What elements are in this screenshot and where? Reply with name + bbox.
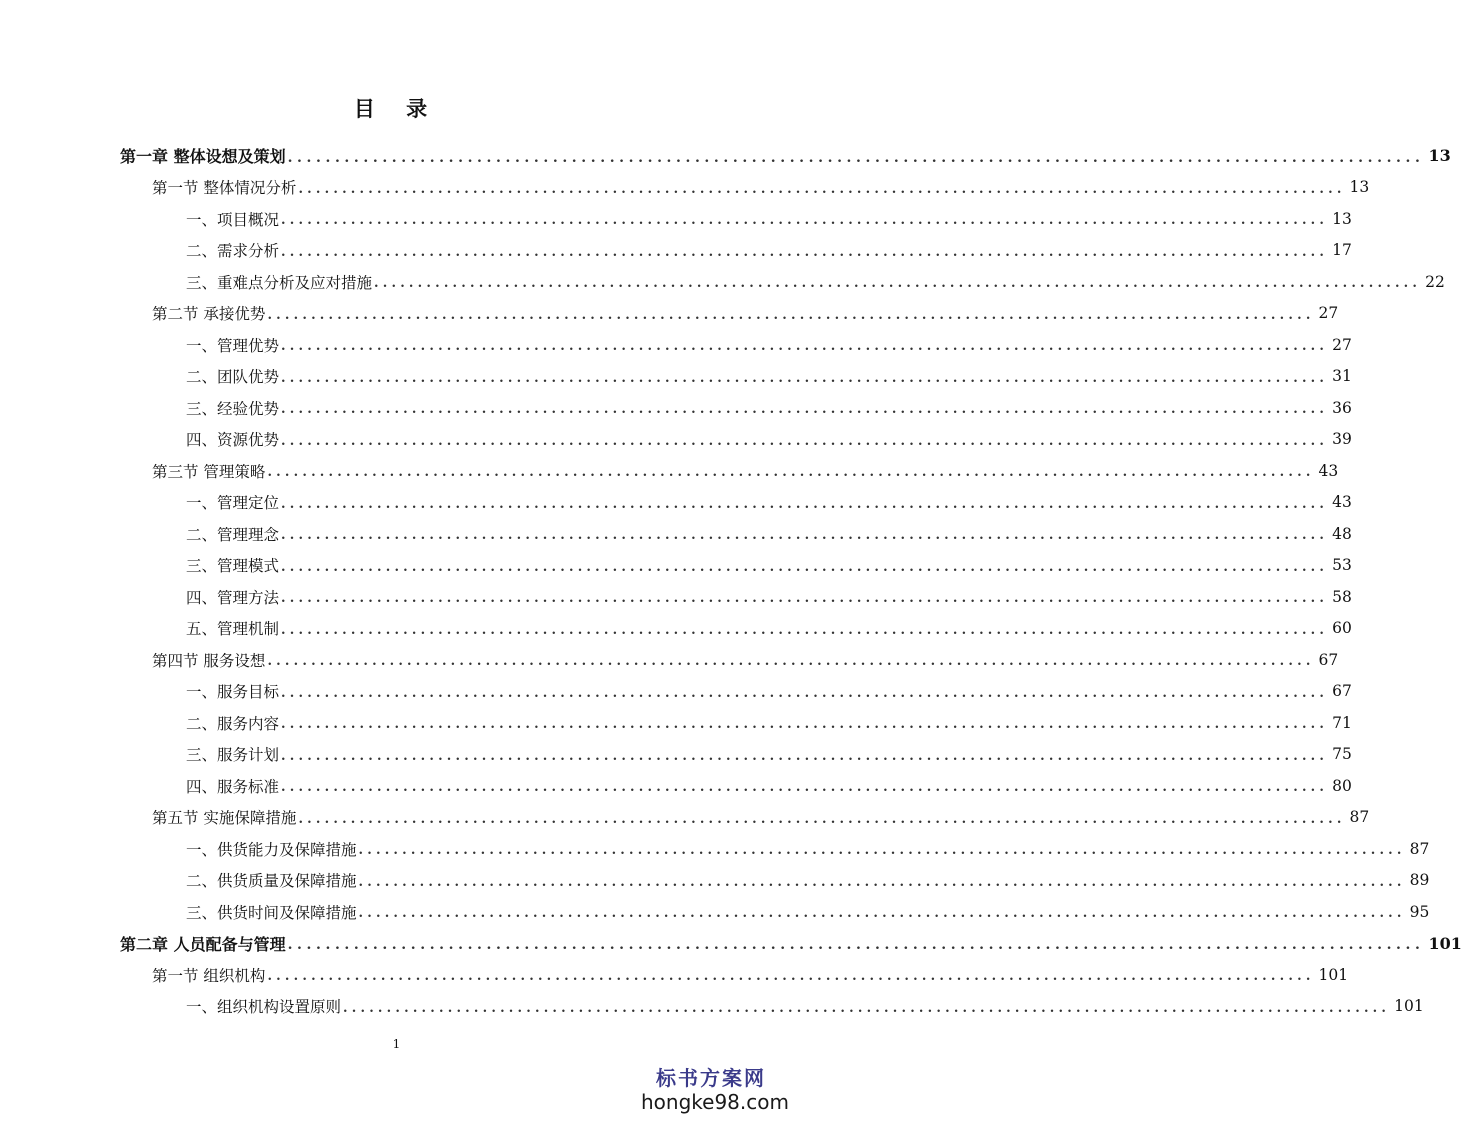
toc-entry-label: 一、管理优势: [186, 336, 280, 355]
toc-leader-dots: ........................................................................................................................: [281, 528, 1329, 543]
toc-leader-dots: ........................................................................................................................: [281, 244, 1329, 260]
toc-entry-page: 36: [1332, 398, 1352, 417]
toc-entry-item[interactable]: [186, 361, 1352, 392]
toc-leader-dots: ........................................................................................................................: [281, 433, 1329, 449]
toc-entry-page: 101: [1428, 933, 1462, 953]
toc-entry-item[interactable]: [186, 235, 1352, 266]
toc-entry-label: 第二章 人员配备与管理: [120, 934, 286, 954]
toc-entry-item[interactable]: [186, 613, 1352, 644]
toc-entry-label: 五、管理机制: [186, 620, 280, 638]
toc-entry-page: 71: [1332, 713, 1352, 732]
page-number: 1: [392, 1037, 401, 1051]
toc-title: 目 录: [353, 96, 440, 121]
watermark-logo: [641, 1066, 789, 1114]
toc-leader-dots: ........................................................................................................................: [287, 149, 1425, 166]
toc-leader-dots: ........................................................................................................................: [281, 748, 1329, 764]
toc-entry-page: 48: [1332, 524, 1352, 543]
toc-entry-section[interactable]: [152, 644, 1339, 675]
toc-entry-item[interactable]: [186, 550, 1352, 581]
toc-leader-dots: ........................................................................................................................: [281, 496, 1329, 512]
toc-entry-label: 三、经验优势: [186, 399, 280, 418]
toc-entry-label: 三、管理模式: [186, 557, 280, 575]
watermark-url: hongke98.com: [641, 1090, 789, 1114]
toc-entry-item[interactable]: [186, 833, 1430, 864]
toc-entry-item[interactable]: [186, 392, 1352, 423]
toc-entry-label: 一、供货能力及保障措施: [186, 840, 357, 859]
toc-entry-label: 一、项目概况: [186, 210, 280, 229]
toc-entry-section[interactable]: [152, 298, 1339, 329]
toc-leader-dots: ........................................................................................................................: [267, 307, 1315, 323]
toc-entry-label: 二、团队优势: [186, 368, 280, 386]
toc-entry-item[interactable]: [186, 896, 1430, 927]
toc-entry-page: 75: [1332, 745, 1352, 763]
toc-entry-page: 39: [1332, 430, 1352, 448]
toc-entry-label: 第四节 服务设想: [152, 651, 266, 670]
toc-entry-page: 80: [1332, 776, 1352, 795]
toc-leader-dots: ........................................................................................................................: [281, 402, 1329, 417]
toc-entry-item[interactable]: [186, 266, 1445, 297]
toc-entry-page: 101: [1394, 997, 1424, 1015]
toc-entry-chapter[interactable]: [120, 928, 1462, 959]
toc-entry-item[interactable]: [186, 581, 1352, 612]
toc-entry-page: 67: [1332, 682, 1352, 700]
toc-entry-label: 三、供货时间及保障措施: [186, 903, 357, 922]
toc-entry-page: 58: [1332, 587, 1352, 606]
toc-entry-section[interactable]: [152, 802, 1370, 833]
toc-entry-page: 95: [1409, 902, 1430, 921]
toc-entry-section[interactable]: [152, 172, 1370, 203]
toc-leader-dots: ........................................................................................................................: [281, 339, 1329, 354]
toc-leader-dots: ........................................................................................................................: [358, 874, 1406, 890]
toc-entry-chapter[interactable]: [120, 140, 1451, 171]
toc-leader-dots: ........................................................................................................................: [298, 181, 1346, 197]
toc-entry-label: 一、管理定位: [186, 494, 280, 512]
toc-entry-label: 一、组织机构设置原则: [186, 998, 342, 1016]
toc-entry-label: 二、需求分析: [186, 242, 280, 260]
toc-entry-item[interactable]: [186, 424, 1352, 455]
toc-leader-dots: ........................................................................................................................: [267, 654, 1315, 669]
toc-entry-label: 第一章 整体设想及策划: [120, 147, 286, 166]
toc-leader-dots: ........................................................................................................................: [358, 843, 1406, 858]
toc-leader-dots: ........................................................................................................................: [281, 622, 1329, 638]
toc-entry-item[interactable]: [186, 203, 1352, 234]
toc-leader-dots: ........................................................................................................................: [281, 591, 1329, 606]
toc-entry-page: 13: [1349, 178, 1370, 196]
toc-entry-label: 二、管理理念: [186, 525, 280, 544]
toc-entry-page: 17: [1332, 241, 1352, 259]
toc-entry-page: 43: [1332, 493, 1352, 511]
toc-leader-dots: ........................................................................................................................: [298, 811, 1346, 827]
toc-leader-dots: ........................................................................................................................: [281, 213, 1329, 228]
toc-leader-dots: ........................................................................................................................: [281, 717, 1329, 732]
toc-entry-section[interactable]: [152, 959, 1349, 990]
toc-entry-page: 43: [1318, 461, 1339, 480]
toc-leader-dots: ........................................................................................................................: [281, 685, 1329, 701]
toc-entry-item[interactable]: [186, 676, 1352, 707]
toc-leader-dots: ........................................................................................................................: [358, 906, 1406, 921]
watermark-name: 标书方案网: [656, 1066, 766, 1090]
toc-entry-label: 三、重难点分析及应对措施: [186, 273, 373, 292]
toc-entry-label: 第一节 组织机构: [152, 966, 266, 985]
toc-entry-label: 第五节 实施保障措施: [152, 809, 297, 827]
toc-entry-item[interactable]: [186, 770, 1352, 801]
toc-entry-label: 二、服务内容: [186, 714, 280, 733]
toc-entry-item[interactable]: [186, 991, 1424, 1022]
toc-entry-label: 第一节 整体情况分析: [152, 179, 297, 197]
toc-entry-page: 87: [1409, 839, 1430, 858]
toc-entry-label: 一、服务目标: [186, 683, 280, 701]
toc-entry-page: 27: [1318, 304, 1339, 322]
toc-entry-label: 三、服务计划: [186, 746, 280, 764]
toc-entry-page: 101: [1318, 965, 1349, 984]
toc-entry-label: 第二节 承接优势: [152, 305, 266, 323]
toc-leader-dots: ........................................................................................................................: [281, 780, 1329, 795]
toc-entry-label: 二、供货质量及保障措施: [186, 872, 357, 890]
toc-entry-page: 53: [1332, 556, 1352, 574]
toc-leader-dots: ........................................................................................................................: [374, 276, 1422, 291]
toc-entry-label: 四、管理方法: [186, 588, 280, 607]
toc-leader-dots: ........................................................................................................................: [343, 1000, 1391, 1016]
toc-entry-item[interactable]: [186, 739, 1352, 770]
toc-entry-page: 60: [1332, 619, 1352, 637]
toc-entry-section[interactable]: [152, 455, 1339, 486]
toc-leader-dots: ........................................................................................................................: [287, 937, 1425, 953]
toc-leader-dots: ........................................................................................................................: [267, 465, 1315, 480]
toc-entry-label: 第三节 管理策略: [152, 462, 266, 481]
toc-entry-page: 89: [1409, 871, 1430, 889]
toc-entry-label: 四、资源优势: [186, 431, 280, 449]
toc-entry-item[interactable]: [186, 487, 1352, 518]
toc-entry-page: 31: [1332, 367, 1352, 385]
toc-entry-page: 27: [1332, 335, 1352, 354]
toc-entry-item[interactable]: [186, 865, 1430, 896]
toc-entry-page: 67: [1318, 650, 1339, 669]
toc-entry-page: 22: [1425, 272, 1445, 291]
toc-entry-page: 87: [1349, 808, 1370, 826]
toc-entry-item[interactable]: [186, 707, 1352, 738]
toc-entry-page: 13: [1332, 209, 1352, 228]
toc-entry-label: 四、服务标准: [186, 777, 280, 796]
toc-leader-dots: ........................................................................................................................: [267, 969, 1315, 984]
toc-leader-dots: ........................................................................................................................: [281, 370, 1329, 386]
toc-entry-page: 13: [1428, 146, 1451, 165]
toc-entry-item[interactable]: [186, 518, 1352, 549]
toc-leader-dots: ........................................................................................................................: [281, 559, 1329, 575]
toc-entry-item[interactable]: [186, 329, 1352, 360]
